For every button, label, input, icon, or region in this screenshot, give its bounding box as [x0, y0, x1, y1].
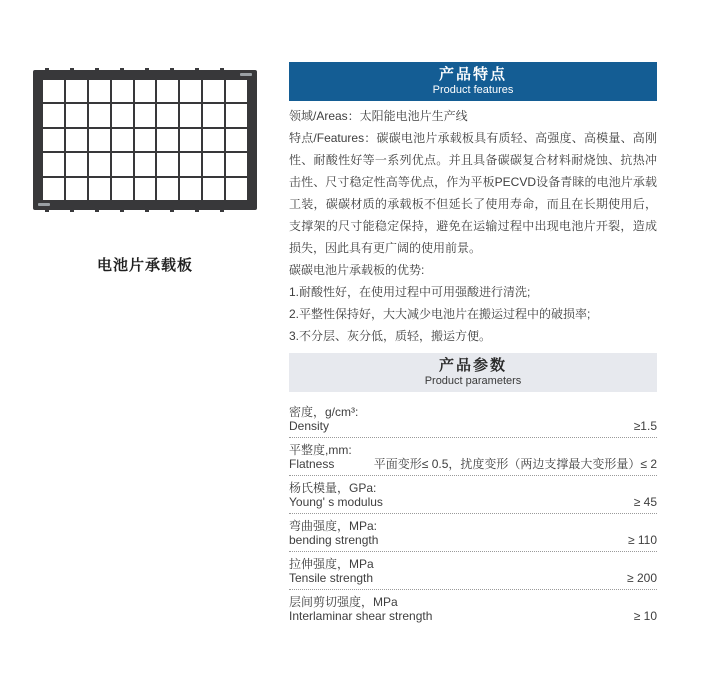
features-description: 特点/Features：碳碳电池片承载板具有质轻、高强度、高模量、高刚性、耐酸性好等一系列优点。并且具备碳碳复合材料耐烧蚀、抗热冲击性、尺寸稳定性高等优点，作为平板PECVD设备青睐的电池片承载工装，碳碳材质的承载板不但延长了使用寿命，而且在长期使用后，支撑架的尺寸能稳定保持，避免在运输过程中出现电池片开裂，造成损失，因此具有更广阔的使用前景。	[289, 131, 657, 255]
parameter-label-en: Young' s modulus	[289, 495, 383, 509]
grid-cell	[203, 129, 224, 151]
grid-cell	[226, 129, 247, 151]
grid-cell	[157, 80, 178, 102]
parameter-value: ≥1.5	[633, 419, 657, 433]
parameter-labels	[289, 443, 352, 471]
grid-cell	[226, 104, 247, 126]
product-caption: 电池片承载板	[96, 257, 193, 274]
grid-cell	[157, 104, 178, 126]
grid-cell	[89, 104, 110, 126]
parameter-label-en: Interlaminar shear strength	[289, 609, 433, 623]
grid-cell	[203, 104, 224, 126]
grid-cell	[43, 129, 64, 151]
features-subtitle: Product features	[432, 84, 514, 96]
grid-cell	[135, 104, 156, 126]
grid-cell	[89, 178, 110, 200]
grid-cell	[135, 178, 156, 200]
content-column	[289, 62, 657, 627]
parameter-row	[289, 552, 657, 590]
parameter-value: ≥ 200	[627, 571, 657, 585]
parameter-row	[289, 438, 657, 476]
grid-cell	[226, 80, 247, 102]
parameters-table	[289, 400, 657, 627]
parameter-value: 平面变形≤ 0.5，扰度变形（两边支撑最大变形量）≤ 2	[373, 457, 657, 471]
parameter-label-zh: 弯曲强度，MPa:	[289, 519, 378, 533]
grid-cell	[203, 178, 224, 200]
parameter-label-en: Flatness	[289, 457, 335, 471]
grid-cell	[43, 178, 64, 200]
grid-cell	[180, 178, 201, 200]
grid-cell	[135, 80, 156, 102]
frame-label-mark-top-right	[240, 73, 252, 76]
parameter-label-zh: 密度，g/cm³:	[289, 405, 359, 419]
grid-cell	[135, 129, 156, 151]
grid-cell	[180, 153, 201, 175]
parameters-title: 产品参数	[438, 357, 507, 374]
grid-cell	[66, 178, 87, 200]
parameter-label-zh: 层间剪切强度，MPa	[289, 595, 398, 609]
grid-cell	[43, 80, 64, 102]
grid-cell	[157, 153, 178, 175]
grid-cell	[66, 129, 87, 151]
parameter-labels	[289, 405, 358, 433]
grid-cell	[180, 104, 201, 126]
parameter-label-en: bending strength	[289, 533, 379, 547]
grid-cell	[203, 153, 224, 175]
parameter-label-en: Density	[289, 419, 330, 433]
parameter-label-en: Tensile strength	[289, 571, 374, 585]
product-image	[33, 70, 257, 210]
grid-cell	[66, 104, 87, 126]
grid-cell	[157, 178, 178, 200]
advantage-item: 3.不分层、灰分低，质轻，搬运方便。	[289, 329, 492, 343]
parameter-row	[289, 590, 657, 627]
advantages-title: 碳碳电池片承载板的优势:	[289, 263, 425, 277]
grid-cell	[203, 80, 224, 102]
grid-cell	[89, 153, 110, 175]
parameter-label-zh: 平整度,mm:	[289, 443, 352, 457]
grid-cell	[226, 153, 247, 175]
grid-cell	[43, 153, 64, 175]
advantage-item: 1.耐酸性好，在使用过程中可用强酸进行清洗;	[289, 285, 531, 299]
frame-label-mark-bottom-left	[38, 203, 50, 206]
advantage-item: 2.平整性保持好，大大减少电池片在搬运过程中的破损率;	[289, 307, 591, 321]
grid-cell	[43, 104, 64, 126]
parameter-label-zh: 拉伸强度，MPa	[289, 557, 374, 571]
grid-cell	[180, 80, 201, 102]
grid-cell	[180, 129, 201, 151]
grid-cell	[226, 178, 247, 200]
grid-cell	[157, 129, 178, 151]
parameter-labels	[289, 481, 383, 509]
grid-cell	[112, 104, 133, 126]
parameter-labels	[289, 557, 374, 585]
parameters-subtitle: Product parameters	[424, 375, 522, 387]
parameter-label-zh: 杨氏模量，GPa:	[289, 481, 377, 495]
features-body	[289, 105, 657, 347]
carrier-grid	[43, 80, 247, 200]
parameter-value: ≥ 45	[633, 495, 657, 509]
grid-cell	[135, 153, 156, 175]
carrier-plate-frame	[33, 70, 257, 210]
grid-cell	[112, 178, 133, 200]
areas-line: 领域/Areas：太阳能电池片生产线	[289, 109, 468, 123]
features-title: 产品特点	[438, 66, 507, 83]
grid-cell	[112, 129, 133, 151]
parameter-labels	[289, 519, 378, 547]
features-section-header	[289, 62, 657, 101]
parameter-row	[289, 476, 657, 514]
parameter-row	[289, 400, 657, 438]
grid-cell	[66, 153, 87, 175]
parameters-section-header	[289, 353, 657, 392]
grid-cell	[66, 80, 87, 102]
grid-cell	[112, 153, 133, 175]
parameter-labels	[289, 595, 432, 623]
parameter-value: ≥ 110	[627, 533, 657, 547]
grid-cell	[89, 80, 110, 102]
parameter-value: ≥ 10	[633, 609, 657, 623]
grid-cell	[112, 80, 133, 102]
parameter-row	[289, 514, 657, 552]
grid-cell	[89, 129, 110, 151]
